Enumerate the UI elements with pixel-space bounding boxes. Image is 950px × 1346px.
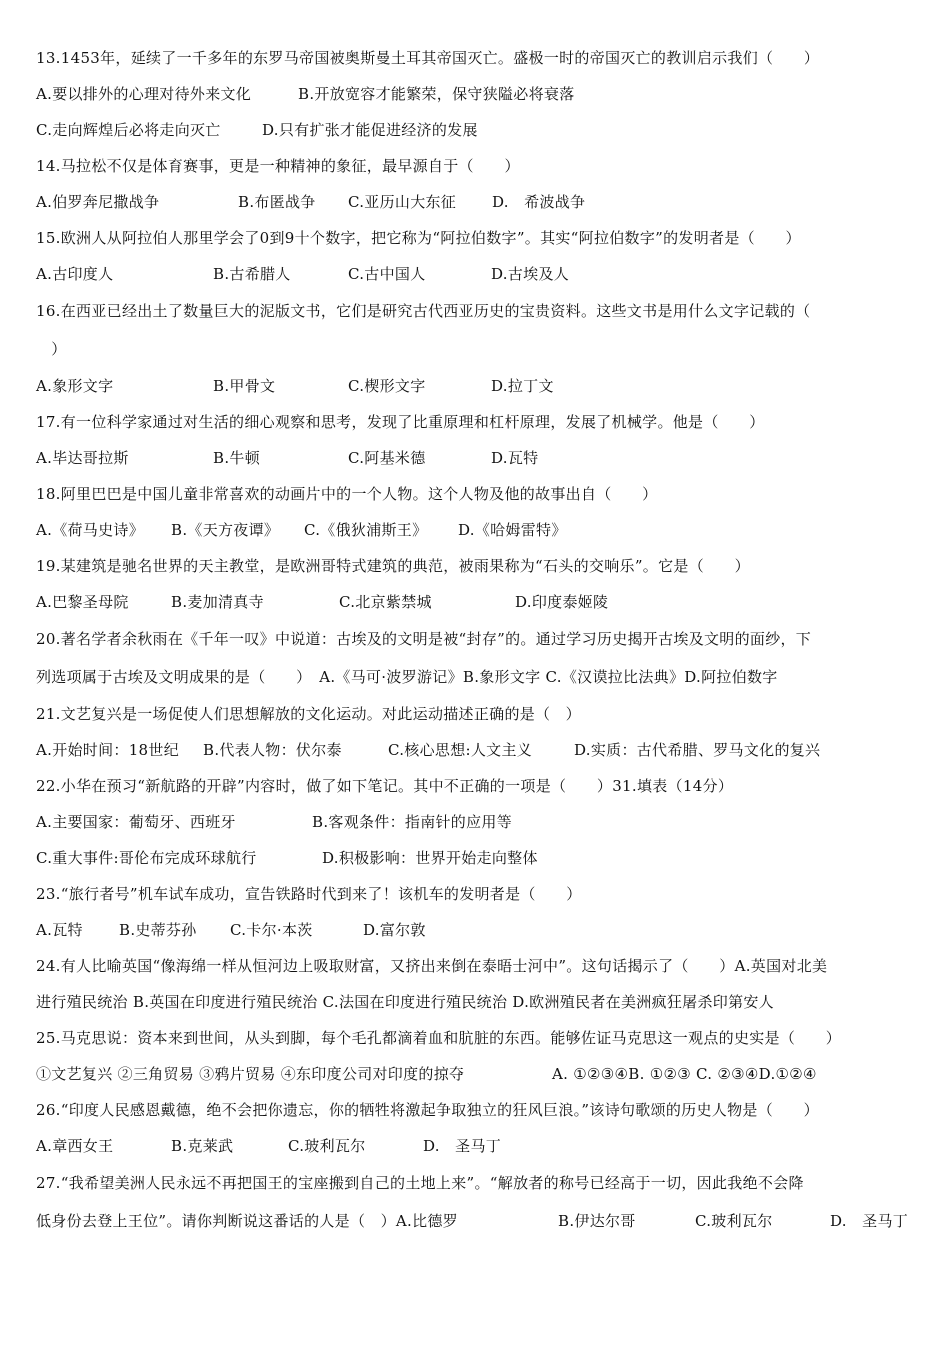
options-row (36, 440, 916, 476)
question-27 (36, 1164, 916, 1202)
options-row (36, 840, 916, 876)
option-a: A.主要国家：葡萄牙、西班牙 (36, 813, 236, 831)
question-stem: 22.小华在预习“新航路的开辟”内容时，做了如下笔记。其中不正确的一项是（ ）31.填表（14分） (36, 777, 734, 795)
option-c: C.北京紫禁城 (339, 593, 432, 611)
question-stem: 27.“我希望美洲人民永远不再把国王的宝座搬到自己的土地上来”。“解放者的称号已经高于一切，因此我绝不会降 (36, 1174, 804, 1192)
question-stem: 15.欧洲人从阿拉伯人那里学会了0到9十个数字，把它称为“阿拉伯数字”。其实“阿拉伯数字”的发明者是（ ） (36, 229, 801, 247)
options-row (36, 732, 916, 768)
option-c: C.阿基米德 (348, 449, 426, 467)
question-stem-continued: 进行殖民统治 B.英国在印度进行殖民统治 C.法国在印度进行殖民统治 D.欧洲殖民者在美洲疯狂屠杀印第安人 (36, 993, 774, 1011)
statements: ①文艺复兴 ②三角贸易 ③鸦片贸易 ④东印度公司对印度的掠夺 (36, 1065, 465, 1083)
option-a: A.要以排外的心理对待外来文化 (36, 85, 252, 103)
option-b: B.客观条件：指南针的应用等 (312, 813, 512, 831)
question-stem: 24.有人比喻英国“像海绵一样从恒河边上吸取财富，又挤出来倒在泰晤士河中”。这句话揭示了（ ）A.英国对北美 (36, 957, 828, 975)
option-d: D.实质：古代希腊、罗马文化的复兴 (574, 741, 821, 759)
option-b: B.克莱武 (171, 1137, 234, 1155)
options-row (36, 512, 916, 548)
question-20-cont (36, 658, 916, 696)
question-16 (36, 292, 916, 330)
option-a: A.瓦特 (36, 921, 83, 939)
option-c: C.玻利瓦尔 (695, 1212, 773, 1230)
options-row (36, 368, 916, 404)
question-stem: 16.在西亚已经出土了数量巨大的泥版文书，它们是研究古代西亚历史的宝贵资料。这些文书是用什么文字记载的（ (36, 302, 811, 320)
option-b: B.麦加清真寺 (171, 593, 264, 611)
option-c: C.卡尔·本茨 (230, 921, 313, 939)
option-b: B.伊达尔哥 (558, 1212, 636, 1230)
option-c: C.楔形文字 (348, 377, 426, 395)
question-24-cont (36, 984, 916, 1020)
option-c: C.《俄狄浦斯王》 (304, 521, 428, 539)
options-row (36, 256, 916, 292)
option-d: D.积极影响：世界开始走向整体 (322, 849, 538, 867)
option-c: C.核心思想:人文主义 (388, 741, 533, 759)
question-stem: 14.马拉松不仅是体育赛事，更是一种精神的象征，最早源自于（ ） (36, 157, 520, 175)
options-row (36, 804, 916, 840)
option-a: A.巴黎圣母院 (36, 593, 129, 611)
question-14 (36, 148, 916, 184)
question-stem-continued: 列选项属于古埃及文明成果的是（ ） A.《马可·波罗游记》B.象形文字 C.《汉谟拉比法典》D.阿拉伯数字 (36, 668, 778, 686)
option-c: C.走向辉煌后必将走向灭亡 (36, 121, 221, 139)
question-23 (36, 876, 916, 912)
option-b: B.甲骨文 (213, 377, 276, 395)
option-d: D.富尔敦 (363, 921, 426, 939)
question-stem: 26.“印度人民感恩戴德，绝不会把你遗忘，你的牺牲将激起争取独立的狂风巨浪。”该诗句歌颂的历史人物是（ ） (36, 1101, 819, 1119)
option-d: D.只有扩张才能促进经济的发展 (262, 121, 478, 139)
question-27-cont (36, 1202, 916, 1240)
option-d: D.《哈姆雷特》 (458, 521, 567, 539)
option-a: A.《荷马史诗》 (36, 521, 145, 539)
option-a: A.章西女王 (36, 1137, 114, 1155)
question-20 (36, 620, 916, 658)
options-row (36, 184, 916, 220)
option-d: D. 希波战争 (492, 193, 586, 211)
question-26 (36, 1092, 916, 1128)
question-stem: 23.“旅行者号”机车试车成功，宣告铁路时代到来了！该机车的发明者是（ ） (36, 885, 582, 903)
question-19 (36, 548, 916, 584)
question-24 (36, 948, 916, 984)
question-stem-continued: 低身份去登上王位”。请你判断说这番话的人是（ ）A.比德罗 (36, 1212, 458, 1230)
question-stem: 18.阿里巴巴是中国儿童非常喜欢的动画片中的一个人物。这个人物及他的故事出自（ ） (36, 485, 658, 503)
question-25 (36, 1020, 916, 1056)
option-a: A.毕达哥拉斯 (36, 449, 129, 467)
option-d: D.瓦特 (491, 449, 539, 467)
option-c: C.古中国人 (348, 265, 426, 283)
options-row (36, 912, 916, 948)
option-d: D.拉丁文 (491, 377, 554, 395)
question-stem: 13.1453年，延续了一千多年的东罗马帝国被奥斯曼土耳其帝国灭亡。盛极一时的帝国灭亡的教训启示我们（ ） (36, 49, 820, 67)
question-stem-continued: ） (36, 340, 67, 358)
options-row (36, 1128, 916, 1164)
option-b: B.古希腊人 (213, 265, 291, 283)
option-b: B.史蒂芬孙 (119, 921, 197, 939)
options-combined: A. ①②③④B. ①②③ C. ②③④D.①②④ (552, 1065, 817, 1083)
option-c: C.亚历山大东征 (348, 193, 457, 211)
question-22 (36, 768, 916, 804)
question-15 (36, 220, 916, 256)
option-a: A.象形文字 (36, 377, 114, 395)
option-b: B.代表人物：伏尔泰 (203, 741, 342, 759)
question-stem: 25.马克思说：资本来到世间，从头到脚，每个毛孔都滴着血和肮脏的东西。能够佐证马克思这一观点的史实是（ ） (36, 1029, 842, 1047)
options-row (36, 112, 916, 148)
option-b: B.《天方夜谭》 (171, 521, 280, 539)
question-13 (36, 40, 916, 76)
option-a: A.古印度人 (36, 265, 114, 283)
option-d: D. 圣马丁 (423, 1137, 502, 1155)
option-b: B.牛顿 (213, 449, 260, 467)
question-16-cont (36, 330, 916, 368)
option-a: A.开始时间：18世纪 (36, 741, 179, 759)
options-row (36, 1056, 916, 1092)
question-stem: 21.文艺复兴是一场促使人们思想解放的文化运动。对此运动描述正确的是（ ） (36, 705, 581, 723)
question-stem: 19.某建筑是驰名世界的天主教堂，是欧洲哥特式建筑的典范，被雨果称为“石头的交响乐”。它是（ ） (36, 557, 750, 575)
question-stem: 20.著名学者余秋雨在《千年一叹》中说道：古埃及的文明是被“封存”的。通过学习历史揭开古埃及文明的面纱，下 (36, 630, 812, 648)
option-c: C.玻利瓦尔 (288, 1137, 366, 1155)
options-row (36, 76, 916, 112)
question-21 (36, 696, 916, 732)
option-b: B.开放宽容才能繁荣，保守狭隘必将衰落 (298, 85, 575, 103)
option-a: A.伯罗奔尼撒战争 (36, 193, 160, 211)
question-18 (36, 476, 916, 512)
question-17 (36, 404, 916, 440)
question-stem: 17.有一位科学家通过对生活的细心观察和思考，发现了比重原理和杠杆原理，发展了机械学。他是（ ） (36, 413, 765, 431)
option-b: B.布匿战争 (238, 193, 316, 211)
option-d: D. 圣马丁 (830, 1212, 909, 1230)
options-row (36, 584, 916, 620)
option-d: D.印度泰姬陵 (515, 593, 609, 611)
option-c: C.重大事件:哥伦布完成环球航行 (36, 849, 257, 867)
option-d: D.古埃及人 (491, 265, 570, 283)
exam-page (36, 40, 916, 1240)
